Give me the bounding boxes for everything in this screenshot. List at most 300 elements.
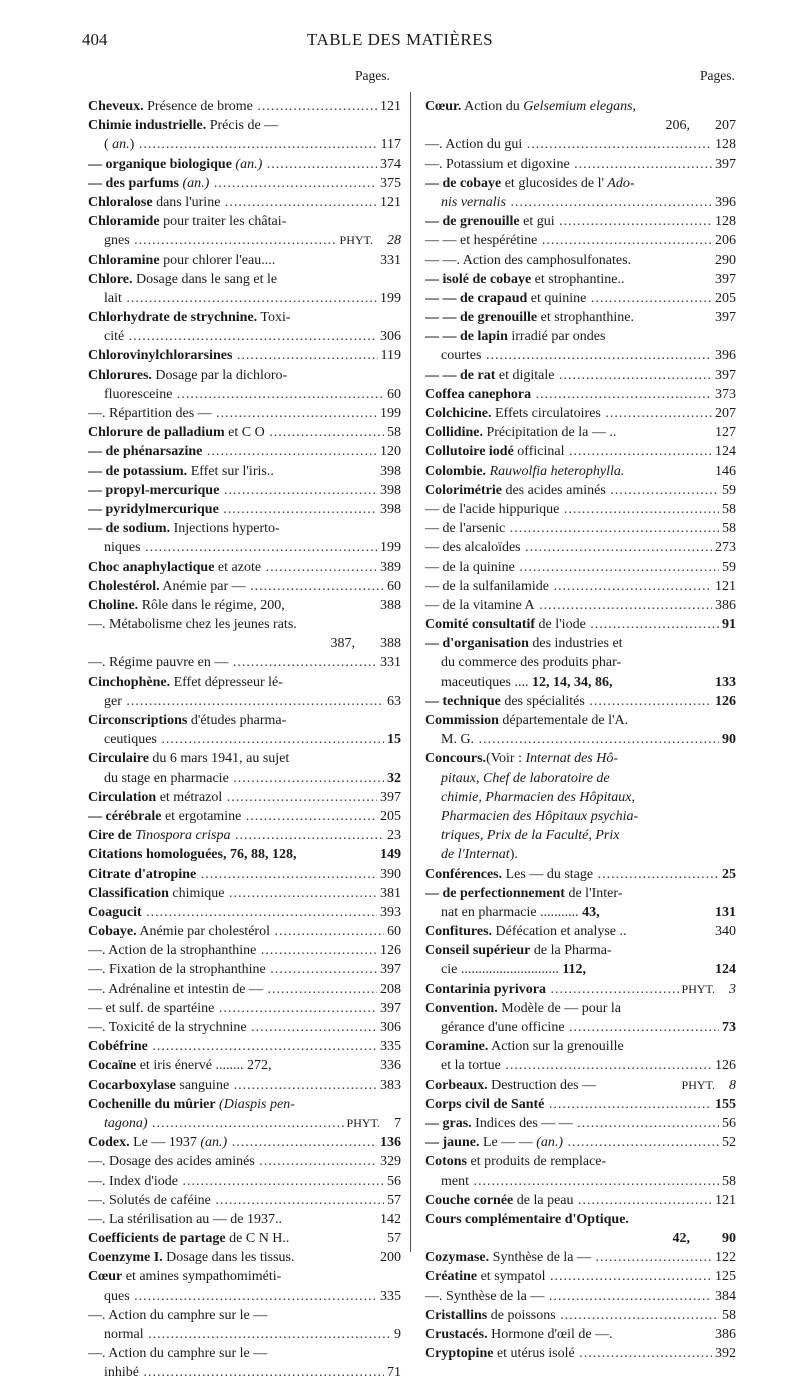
- entry-segment: et sympatol: [477, 1269, 546, 1285]
- page-reference: [719, 500, 736, 519]
- entry-segment: Le — —: [479, 1135, 533, 1151]
- index-entry-line: [88, 1172, 401, 1191]
- page-number-ref: 58: [722, 501, 736, 517]
- entry-segment: — de potassium.: [88, 463, 188, 479]
- entry-segment: Les — du stage: [502, 866, 594, 882]
- page-reference: [712, 155, 736, 174]
- entry-segment: Coefficients de partage: [88, 1231, 226, 1247]
- index-entry-line: [425, 308, 736, 327]
- index-entry-line: [425, 922, 736, 941]
- entry-segment: et quinine: [527, 290, 587, 306]
- page-number-ref: 290: [715, 252, 736, 268]
- page-reference: [377, 941, 401, 960]
- entry-text: [88, 174, 401, 193]
- entry-text: [88, 788, 401, 807]
- page-reference: [712, 346, 736, 365]
- entry-text: [88, 596, 401, 615]
- entry-text: [425, 270, 736, 289]
- entry-segment: Cocarboxylase: [88, 1077, 176, 1093]
- entry-segment: Anémie par cholestérol: [136, 924, 270, 940]
- page-reference: [377, 289, 401, 308]
- page-number-ref: 397: [380, 962, 401, 978]
- page-reference: [377, 1248, 401, 1267]
- page-number-ref: 126: [715, 1058, 736, 1074]
- entry-segment: — de grenouille: [425, 214, 520, 230]
- entry-segment: ).: [509, 847, 518, 863]
- page-reference: [384, 385, 401, 404]
- entry-text: [425, 826, 736, 845]
- entry-text: [88, 1018, 401, 1037]
- page-number-ref: 131: [715, 904, 736, 920]
- page-number-ref: 207: [715, 118, 736, 134]
- column-divider: [410, 92, 411, 1252]
- entry-segment: pitaux, Chef de laboratoire de: [441, 770, 610, 786]
- page-number-ref: 331: [380, 252, 401, 268]
- index-entry-line: [425, 538, 736, 557]
- index-entry-line: [425, 865, 736, 884]
- entry-text: [88, 500, 401, 519]
- entry-text: [425, 807, 736, 826]
- page-reference: [377, 481, 401, 500]
- entry-segment: du 6 mars 1941, au sujet: [148, 751, 290, 767]
- entry-segment: et azote: [214, 559, 262, 575]
- page-number-ref: 121: [380, 99, 401, 114]
- entry-segment: Coffea canephora: [425, 386, 532, 402]
- page-reference: [377, 865, 401, 884]
- page-reference: [712, 673, 736, 692]
- page-reference: [719, 730, 736, 749]
- index-entry-line: [425, 1248, 736, 1267]
- entry-segment: sanguine: [175, 1077, 230, 1093]
- pages-column-label-left: Pages.: [355, 68, 390, 83]
- entry-segment: Cobaye.: [88, 924, 137, 940]
- entry-segment: Collutoire iodé: [425, 444, 514, 460]
- page-reference: [377, 1056, 401, 1075]
- entry-text: [88, 538, 401, 557]
- page-reference: [377, 538, 401, 557]
- page-number-ref: 117: [380, 137, 401, 153]
- page-reference: [712, 251, 736, 270]
- index-entry-line: [425, 346, 736, 365]
- page-number-ref: 389: [380, 559, 401, 575]
- page-number-ref: 125: [715, 1269, 736, 1285]
- index-entry-line: [425, 97, 736, 116]
- entry-text: [425, 1210, 736, 1229]
- page-reference: [712, 1095, 736, 1114]
- index-entry-line: [425, 231, 736, 250]
- entry-text: [88, 385, 401, 404]
- page-reference: [377, 884, 401, 903]
- entry-segment: ): [129, 137, 135, 153]
- entry-text: [88, 1076, 401, 1095]
- index-entry-line: [88, 615, 401, 634]
- index-entry-line: [425, 749, 736, 768]
- entry-segment: Coramine.: [425, 1039, 489, 1055]
- entry-segment: Indices des — —: [471, 1115, 573, 1131]
- entry-text: [88, 462, 401, 481]
- entry-segment: Cœur.: [425, 99, 462, 114]
- entry-segment: nis vernalis: [441, 194, 506, 210]
- index-entry-line: [425, 519, 736, 538]
- page-number-ref: 199: [380, 290, 401, 306]
- page-reference: [377, 999, 401, 1018]
- entry-segment: Chlorure de palladium: [88, 425, 225, 441]
- entry-segment: — de phénarsazine: [88, 444, 203, 460]
- entry-segment: — de l'arsenic: [425, 521, 506, 537]
- index-entry-line: [88, 903, 401, 922]
- entry-segment: Dosage par la dichloro-: [151, 367, 288, 383]
- page-number-ref: 397: [715, 310, 736, 326]
- page-reference: [377, 1133, 401, 1152]
- entry-text: [425, 1191, 736, 1210]
- page-reference: [712, 385, 736, 404]
- entry-text: [425, 999, 736, 1018]
- page-number-ref: 386: [715, 1327, 736, 1342]
- entry-segment: — des parfums: [88, 175, 180, 191]
- entry-segment: Chlorovinylchlorarsines: [88, 348, 233, 364]
- entry-text: [425, 1172, 736, 1191]
- entry-segment: de la Pharma-: [530, 943, 612, 959]
- page-reference: [384, 826, 401, 845]
- entry-text: [88, 251, 401, 270]
- domain-note: PHYT.: [681, 1077, 715, 1092]
- page-number-ref: 149: [380, 847, 401, 863]
- entry-segment: —. Adrénaline et intestin de —: [88, 981, 263, 997]
- page-reference: [712, 1325, 736, 1344]
- page-number-ref: 28: [387, 233, 401, 249]
- entry-text: [425, 634, 736, 653]
- index-entry-line: [425, 845, 736, 864]
- page-number-ref: 206: [715, 233, 736, 249]
- entry-segment: Conseil supérieur: [425, 943, 531, 959]
- entry-segment: Défécation et analyse ..: [492, 924, 627, 940]
- entry-segment: Chloramine: [88, 252, 160, 268]
- entry-text: [88, 481, 401, 500]
- entry-segment: Action du: [461, 99, 520, 114]
- entry-segment: Colchicine.: [425, 406, 492, 421]
- entry-segment: Hormone d'œil de —.: [487, 1327, 613, 1342]
- index-entry-line: [425, 960, 736, 979]
- entry-text: [425, 749, 736, 768]
- entry-segment: —. Régime pauvre en —: [88, 655, 229, 671]
- page-number-ref: 59: [722, 559, 736, 575]
- entry-segment: et glucosides de l': [501, 175, 605, 191]
- entry-segment: et utérus isolé: [493, 1346, 575, 1362]
- page-reference: [377, 442, 401, 461]
- page-number-ref: 388: [380, 597, 401, 613]
- page-number-ref: 126: [380, 943, 401, 959]
- entry-segment: Destruction des —: [487, 1077, 597, 1093]
- index-entry-line: [425, 174, 736, 193]
- entry-segment: — — de rat: [425, 367, 496, 383]
- entry-text: [88, 711, 401, 730]
- page-number-ref: 58: [387, 425, 401, 441]
- index-entry-line: [425, 1210, 736, 1229]
- entry-segment: Colorimétrie: [425, 482, 502, 498]
- page-number-ref: 124: [715, 444, 736, 460]
- entry-segment: —. Action de la strophanthine: [88, 943, 257, 959]
- page-reference: [377, 404, 401, 423]
- entry-segment: — — de crapaud: [425, 290, 528, 306]
- page-number-ref: 340: [715, 924, 736, 940]
- page-number-ref: 390: [380, 866, 401, 882]
- page-number-ref: 392: [715, 1346, 736, 1362]
- entry-segment: et iris énervé ........ 272,: [136, 1058, 272, 1074]
- entry-text: [88, 615, 401, 634]
- entry-segment: Injections hyperto-: [170, 521, 280, 537]
- entry-text: [88, 845, 401, 864]
- page-number-ref: 397: [380, 1000, 401, 1016]
- entry-segment: Dosage dans le sang et le: [132, 271, 278, 287]
- entry-text: [425, 922, 736, 941]
- page-reference: [719, 1306, 736, 1325]
- entry-text: [425, 346, 736, 365]
- entry-segment: Corbeaux.: [425, 1077, 488, 1093]
- page-number-ref: 121: [380, 194, 401, 210]
- index-entry-line: [425, 1018, 736, 1037]
- entry-segment: —. Dosage des acides aminés: [88, 1154, 255, 1170]
- entry-segment: — isolé de cobaye: [425, 271, 532, 287]
- page-reference: [377, 558, 401, 577]
- entry-segment: Internat des Hô-: [521, 751, 619, 767]
- entry-text: [425, 558, 736, 577]
- page-number-ref: 199: [380, 406, 401, 421]
- page-reference: [712, 289, 736, 308]
- page-number-ref: 207: [715, 406, 736, 421]
- entry-segment: départementale de l'A.: [498, 713, 629, 728]
- entry-segment: (an.): [532, 1135, 564, 1151]
- entry-segment: 42,: [672, 1231, 690, 1247]
- entry-text: [88, 135, 401, 154]
- entry-segment: Effets circulatoires: [491, 406, 601, 421]
- entry-text: [425, 212, 736, 231]
- entry-segment: Cinchophène.: [88, 674, 171, 690]
- entry-segment: (Diaspis pen-: [215, 1096, 295, 1112]
- entry-text: [88, 1191, 401, 1210]
- entry-segment: — gras.: [425, 1115, 472, 1131]
- index-entry-line: [425, 385, 736, 404]
- entry-segment: gérance d'une officine: [441, 1020, 565, 1035]
- entry-segment: et la tortue: [441, 1058, 501, 1074]
- page-reference: [712, 1267, 736, 1286]
- entry-segment: Confitures.: [425, 924, 493, 940]
- index-entry-line: [88, 1076, 401, 1095]
- page-reference: [377, 596, 401, 615]
- entry-segment: Couche cornée: [425, 1192, 514, 1208]
- entry-segment: et gui: [519, 214, 555, 230]
- index-entry-line: [88, 308, 401, 327]
- page-reference: [384, 423, 401, 442]
- entry-text: [88, 960, 401, 979]
- entry-segment: — de cobaye: [425, 175, 502, 191]
- index-entry-line: [425, 673, 736, 692]
- index-entry-line: [88, 231, 401, 250]
- entry-text: [88, 558, 401, 577]
- entry-text: [88, 404, 401, 423]
- page-number-ref: 25: [722, 866, 736, 882]
- page-number-ref: 122: [715, 1250, 736, 1266]
- entry-text: [88, 1325, 401, 1344]
- page-reference: [712, 538, 736, 557]
- index-entry-line: [88, 634, 401, 653]
- page-number-ref: 375: [380, 175, 401, 191]
- index-entry-line: [88, 865, 401, 884]
- entry-segment: Cheveux.: [88, 99, 144, 114]
- index-entry-line: [425, 481, 736, 500]
- page-reference: [377, 1018, 401, 1037]
- index-entry-line: [425, 1325, 736, 1344]
- entry-text: [425, 845, 736, 864]
- index-entry-line: [425, 558, 736, 577]
- index-entry-line: [88, 193, 401, 212]
- index-entry-line: [425, 442, 736, 461]
- page-reference: [384, 730, 401, 749]
- page-reference: [719, 1018, 736, 1037]
- entry-segment: lait: [104, 290, 122, 306]
- entry-segment: pour chlorer l'eau....: [159, 252, 276, 268]
- page-number-ref: 15: [387, 732, 401, 748]
- page-reference: [712, 270, 736, 289]
- page-reference: [344, 1114, 401, 1133]
- index-entry-line: [88, 1056, 401, 1075]
- index-entry-line: [425, 1172, 736, 1191]
- entry-segment: courtes: [441, 348, 482, 364]
- entry-segment: — de la vitamine A: [425, 597, 535, 613]
- page-number-ref: 71: [387, 1365, 401, 1381]
- entry-segment: 43,: [582, 904, 600, 920]
- index-entry-line: [88, 845, 401, 864]
- page-reference: [377, 845, 401, 864]
- entry-segment: officinal: [513, 444, 565, 460]
- entry-text: [88, 1363, 401, 1382]
- page-reference: [712, 903, 736, 922]
- entry-segment: Chlorures.: [88, 367, 152, 383]
- entry-text: [425, 500, 736, 519]
- index-entry-line: [88, 1037, 401, 1056]
- page-reference: [712, 960, 736, 979]
- page-reference: [377, 1210, 401, 1229]
- index-entry-line: [88, 481, 401, 500]
- entry-segment: niques: [104, 540, 141, 556]
- page-number-ref: 397: [380, 789, 401, 805]
- entry-text: [88, 826, 401, 845]
- entry-segment: — — et hespérétine: [425, 233, 538, 249]
- index-entry-line: [88, 807, 401, 826]
- page-number-ref: 398: [380, 501, 401, 517]
- entry-segment: Colombie.: [425, 463, 487, 479]
- index-entry-line: [425, 251, 736, 270]
- page-reference: [377, 155, 401, 174]
- page-reference: [712, 462, 736, 481]
- page-reference: [377, 903, 401, 922]
- index-entry-line: [425, 212, 736, 231]
- entry-segment: (an.): [179, 175, 210, 191]
- entry-text: [88, 807, 401, 826]
- index-entry-line: [88, 826, 401, 845]
- entry-segment: Présence de brome: [143, 99, 253, 114]
- entry-segment: M. G.: [441, 732, 475, 748]
- entry-text: [425, 327, 736, 346]
- page-number-ref: 381: [380, 885, 401, 901]
- entry-text: [425, 231, 736, 250]
- index-entry-line: [88, 1306, 401, 1325]
- page-reference: [384, 692, 401, 711]
- entry-text: [88, 97, 401, 116]
- page-number-ref: 208: [380, 981, 401, 997]
- entry-segment: Circulaire: [88, 751, 149, 767]
- index-column-left: [88, 97, 401, 1383]
- index-entry-line: [88, 346, 401, 365]
- entry-text: [425, 884, 736, 903]
- entry-segment: Circonscriptions: [88, 713, 188, 728]
- entry-text: [425, 903, 736, 922]
- entry-text: [425, 1306, 736, 1325]
- entry-segment: Cire de: [88, 828, 132, 844]
- entry-text: [88, 1210, 401, 1229]
- entry-segment: Action sur la grenouille: [488, 1039, 624, 1055]
- entry-text: [88, 1056, 401, 1075]
- page-reference: [377, 1037, 401, 1056]
- entry-text: [88, 1344, 401, 1363]
- index-entry-line: [425, 596, 736, 615]
- index-entry-line: [88, 1267, 401, 1286]
- index-entry-line: [425, 1152, 736, 1171]
- page-number-ref: 397: [715, 271, 736, 287]
- index-entry-line: [425, 999, 736, 1018]
- entry-segment: — — de grenouille: [425, 310, 538, 326]
- entry-segment: Effet sur l'iris..: [187, 463, 274, 479]
- index-entry-line: [88, 423, 401, 442]
- page-number-ref: 397: [715, 156, 736, 172]
- entry-segment: Coenzyme I.: [88, 1250, 163, 1266]
- page-reference: [719, 519, 736, 538]
- page-reference: [719, 558, 736, 577]
- entry-text: [88, 116, 401, 135]
- entry-segment: Cristallins: [425, 1307, 488, 1323]
- page-reference: [712, 1344, 736, 1363]
- entry-text: [425, 519, 736, 538]
- entry-segment: cité: [104, 329, 125, 345]
- entry-segment: ceutiques: [104, 732, 157, 748]
- entry-text: [425, 1037, 736, 1056]
- page-reference: [712, 116, 736, 135]
- index-entry-line: [88, 730, 401, 749]
- page-number-ref: 306: [380, 329, 401, 345]
- entry-segment: maceutiques ....: [441, 674, 532, 690]
- entry-segment: Anémie par —: [159, 578, 246, 594]
- page-reference: [377, 193, 401, 212]
- index-entry-line: [425, 366, 736, 385]
- page-number-ref: 142: [380, 1211, 401, 1227]
- index-entry-line: [88, 1095, 401, 1114]
- entry-segment: Contarinia pyrivora: [425, 981, 546, 997]
- entry-segment: Classification: [88, 885, 169, 901]
- page-reference: [712, 366, 736, 385]
- entry-segment: de poissons: [487, 1307, 556, 1323]
- entry-text: [425, 1114, 736, 1133]
- entry-text: [425, 1133, 736, 1152]
- entry-segment: Choline.: [88, 597, 139, 613]
- domain-note: PHYT.: [346, 1115, 380, 1130]
- entry-segment: Toxi-: [257, 310, 291, 326]
- page-number-ref: 386: [715, 597, 736, 613]
- entry-text: [425, 481, 736, 500]
- entry-text: [425, 711, 736, 730]
- page-reference: [384, 1191, 401, 1210]
- page-number-ref: 127: [715, 425, 736, 441]
- page-reference: [377, 634, 401, 653]
- entry-text: [425, 423, 736, 442]
